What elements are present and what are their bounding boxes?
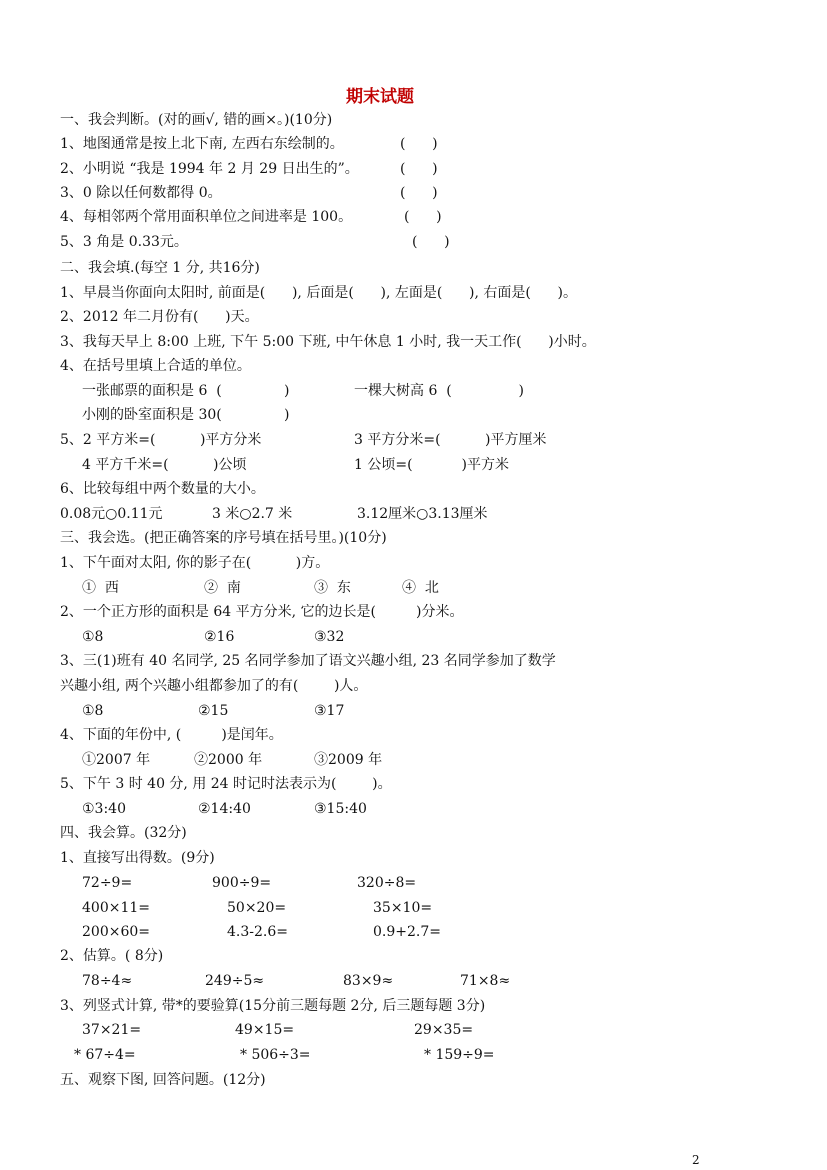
s2-compare-1: 0.08元○0.11元 xyxy=(60,506,163,522)
s3-q1-option[interactable]: ④ 北 xyxy=(402,580,439,596)
s3-q2-option[interactable]: ③32 xyxy=(314,629,345,645)
s3-q1-option[interactable]: ② 南 xyxy=(204,580,241,596)
s3-q3-option[interactable]: ①8 xyxy=(82,703,104,719)
s1-item-4: 4、每相邻两个常用面积单位之间进率是 100。 xyxy=(60,209,353,225)
s3-q2-option[interactable]: ②16 xyxy=(204,629,235,645)
page-title: 期末试题 xyxy=(346,87,414,107)
s3-q4-option[interactable]: ②2000 年 xyxy=(194,752,263,768)
s3-question-3-line-2: 兴趣小组, 两个兴趣小组都参加了的有( )人。 xyxy=(60,678,368,694)
s3-question-3-line-1: 3、三(1)班有 40 名同学, 25 名同学参加了语文兴趣小组, 23 名同学参加了数学 xyxy=(60,653,556,669)
s4-q1-problem: 320÷8= xyxy=(357,875,417,891)
s1-answer-bracket-2[interactable]: ( ) xyxy=(400,161,438,177)
s3-question-5: 5、下午 3 时 40 分, 用 24 时记时法表示为( )。 xyxy=(60,776,392,792)
s4-q3-problem: 37×21= xyxy=(82,1022,142,1038)
s3-q5-option[interactable]: ②14:40 xyxy=(198,801,251,817)
s4-q2-problem: 83×9≈ xyxy=(343,973,394,989)
s2-question-3: 3、我每天早上 8:00 上班, 下午 5:00 下班, 中午休息 1 小时, 我一天工作( )小时。 xyxy=(60,334,596,350)
s1-item-3: 3、0 除以任何数都得 0。 xyxy=(60,185,222,201)
s4-q1-problem: 4.3-2.6= xyxy=(227,924,288,940)
s3-q1-option[interactable]: ③ 东 xyxy=(314,580,351,596)
s2-q4-stamp: 一张邮票的面积是 6 ( ) xyxy=(82,383,290,399)
s2-question-6: 6、比较每组中两个数量的大小。 xyxy=(60,481,265,497)
section-4-heading: 四、我会算。(32分) xyxy=(60,825,187,841)
s4-q1-problem: 400×11= xyxy=(82,900,150,916)
s4-q1-problem: 200×60= xyxy=(82,924,150,940)
s3-q2-option[interactable]: ①8 xyxy=(82,629,104,645)
s1-item-2: 2、小明说 “我是 1994 年 2 月 29 日出生的”。 xyxy=(60,161,359,177)
s2-q4-tree: 一棵大树高 6 ( ) xyxy=(354,383,524,399)
s1-answer-bracket-3[interactable]: ( ) xyxy=(400,185,438,201)
s4-q1-problem: 900÷9= xyxy=(212,875,272,891)
s3-q3-option[interactable]: ②15 xyxy=(198,703,229,719)
s4-q1-problem: 0.9+2.7= xyxy=(373,924,441,940)
s4-q2-problem: 78÷4≈ xyxy=(82,973,133,989)
s2-q4-bedroom: 小刚的卧室面积是 30( ) xyxy=(82,407,290,423)
s3-question-2: 2、一个正方形的面积是 64 平方分米, 它的边长是( )分米。 xyxy=(60,604,464,620)
s4-q2-problem: 71×8≈ xyxy=(460,973,511,989)
s4-question-2: 2、估算。( 8分) xyxy=(60,948,164,964)
s3-question-4: 4、下面的年份中, ( )是闰年。 xyxy=(60,727,283,743)
section-1-heading: 一、我会判断。(对的画√, 错的画×。)(10分) xyxy=(60,112,333,128)
s4-question-3: 3、列竖式计算, 带*的要验算(15分前三题每题 2分, 后三题每题 3分) xyxy=(60,998,486,1014)
s3-q4-option[interactable]: ①2007 年 xyxy=(82,752,151,768)
s4-q2-problem: 249÷5≈ xyxy=(205,973,265,989)
s1-answer-bracket-4[interactable]: ( ) xyxy=(404,209,442,225)
s2-question-5b: 3 平方分米=( )平方厘米 xyxy=(354,432,547,448)
s3-q1-option[interactable]: ① 西 xyxy=(82,580,119,596)
s3-q5-option[interactable]: ③15:40 xyxy=(314,801,367,817)
s2-question-1: 1、早晨当你面向太阳时, 前面是( ), 后面是( ), 左面是( ), 右面是( )。 xyxy=(60,285,578,301)
s1-answer-bracket-5[interactable]: ( ) xyxy=(412,234,450,250)
s4-q1-problem: 72÷9= xyxy=(82,875,133,891)
section-5-heading: 五、观察下图, 回答问题。(12分) xyxy=(60,1072,266,1088)
s4-q1-problem: 35×10= xyxy=(373,900,433,916)
s3-q4-option[interactable]: ③2009 年 xyxy=(314,752,383,768)
s3-q5-option[interactable]: ①3:40 xyxy=(82,801,126,817)
section-2-heading: 二、我会填.(每空 1 分, 共16分) xyxy=(60,260,260,276)
s4-q3-problem: 49×15= xyxy=(235,1022,295,1038)
s4-question-1: 1、直接写出得数。(9分) xyxy=(60,850,215,866)
s3-q3-option[interactable]: ③17 xyxy=(314,703,345,719)
s2-question-5d: 1 公顷=( )平方米 xyxy=(354,457,509,473)
s1-item-1: 1、地图通常是按上北下南, 左西右东绘制的。 xyxy=(60,136,344,152)
s1-answer-bracket-1[interactable]: ( ) xyxy=(400,136,438,152)
s2-question-5c: 4 平方千米=( )公顷 xyxy=(82,457,247,473)
s3-question-1: 1、下午面对太阳, 你的影子在( )方。 xyxy=(60,555,330,571)
s4-q3-problem: * 159÷9= xyxy=(424,1047,495,1063)
s2-question-2: 2、2012 年二月份有( )天。 xyxy=(60,309,259,325)
s2-compare-3: 3.12厘米○3.13厘米 xyxy=(357,506,488,522)
s2-question-5a: 5、2 平方米=( )平方分米 xyxy=(60,432,262,448)
s4-q3-problem: * 506÷3= xyxy=(240,1047,311,1063)
s2-compare-2: 3 米○2.7 米 xyxy=(212,506,293,522)
page-number: 2 xyxy=(692,1153,700,1167)
s1-item-5: 5、3 角是 0.33元。 xyxy=(60,234,188,250)
section-3-heading: 三、我会选。(把正确答案的序号填在括号里。)(10分) xyxy=(60,530,387,546)
s4-q1-problem: 50×20= xyxy=(227,900,287,916)
s2-question-4: 4、在括号里填上合适的单位。 xyxy=(60,358,251,374)
s4-q3-problem: * 67÷4= xyxy=(74,1047,136,1063)
s4-q3-problem: 29×35= xyxy=(414,1022,474,1038)
